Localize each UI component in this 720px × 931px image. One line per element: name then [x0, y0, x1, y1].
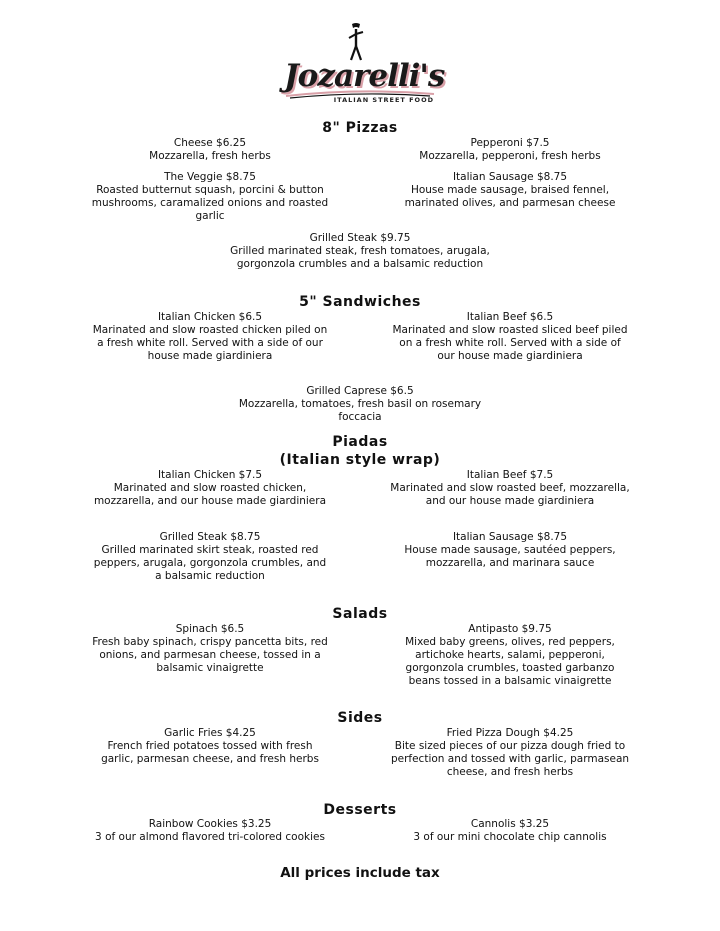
item-name: Rainbow Cookies $3.25 [148, 818, 272, 830]
item-description: Mixed baby greens, olives, red peppers, artichoke hearts, salami, pepperoni, gorgonzola crumbles, toasted garbanzo beans tossed in a balsamic vinaigrette [405, 636, 615, 687]
section-title-desserts: Desserts [323, 802, 397, 818]
menu-item [390, 171, 630, 210]
item-description: Marinated and slow roasted chicken, mozzarella, and our house made giardiniera [93, 482, 327, 507]
item-name: Italian Chicken $6.5 [157, 311, 263, 323]
menu-item [390, 818, 630, 844]
item-description: Mozzarella, tomatoes, fresh basil on rosemary foccacia [238, 398, 482, 423]
menu-item [230, 385, 490, 424]
item-description: Marinated and slow roasted sliced beef piled on a fresh white roll. Served with a side of our house made giardiniera [392, 324, 628, 362]
item-description: Mozzarella, pepperoni, fresh herbs [419, 150, 601, 162]
menu-item [230, 232, 490, 271]
item-name: Garlic Fries $4.25 [164, 727, 256, 739]
item-description: Roasted butternut squash, porcini & button mushrooms, caramalized onions and roasted garlic [91, 184, 329, 222]
menu-item [90, 727, 330, 766]
item-name: Cannolis $3.25 [470, 818, 550, 830]
item-name: Grilled Steak $9.75 [309, 232, 411, 244]
menu-item [90, 531, 330, 583]
price-note: All prices include tax [280, 865, 440, 881]
item-name: The Veggie $8.75 [164, 171, 256, 183]
item-description: Grilled marinated steak, fresh tomatoes, arugala, gorgonzola crumbles and a balsamic reduction [230, 245, 490, 270]
item-name: Italian Beef $7.5 [466, 469, 554, 481]
menu-item [90, 171, 330, 223]
menu-item [390, 727, 630, 779]
menu-item [390, 531, 630, 570]
menu-item [390, 137, 630, 163]
item-description: House made sausage, braised fennel, marinated olives, and parmesan cheese [404, 184, 616, 209]
item-description: Bite sized pieces of our pizza dough fried to perfection and tossed with garlic, parmasean cheese, and fresh herbs [390, 740, 630, 778]
section-title-pizzas: 8" Pizzas [322, 120, 398, 136]
item-name: Italian Beef $6.5 [466, 311, 554, 323]
section-title-sandwiches: 5" Sandwiches [299, 294, 421, 310]
item-name: Italian Sausage $8.75 [452, 171, 568, 183]
item-description: Fresh baby spinach, crispy pancetta bits, red onions, and parmesan cheese, tossed in a balsamic vinaigrette [92, 636, 328, 674]
item-name: Fried Pizza Dough $4.25 [446, 727, 574, 739]
item-description: 3 of our almond flavored tri-colored cookies [95, 831, 325, 843]
item-name: Italian Sausage $8.75 [452, 531, 568, 543]
menu-item [90, 469, 330, 508]
item-description: Marinated and slow roasted beef, mozzarella, and our house made giardiniera [390, 482, 630, 507]
menu-item [90, 311, 330, 363]
item-name: Cheese $6.25 [173, 137, 247, 149]
menu-item [390, 623, 630, 688]
item-description: House made sausage, sautéed peppers, mozzarella, and marinara sauce [404, 544, 616, 569]
item-name: Grilled Steak $8.75 [159, 531, 261, 543]
item-name: Italian Chicken $7.5 [157, 469, 263, 481]
menu-item [90, 818, 330, 844]
item-name: Grilled Caprese $6.5 [306, 385, 414, 397]
item-description: Marinated and slow roasted chicken piled on a fresh white roll. Served with a side of our house made giardiniera [92, 324, 328, 362]
item-description: 3 of our mini chocolate chip cannolis [413, 831, 607, 843]
item-name: Pepperoni $7.5 [470, 137, 550, 149]
brand-logo [280, 22, 445, 112]
menu-item [90, 137, 330, 163]
menu-item [390, 469, 630, 508]
item-description: Mozzarella, fresh herbs [149, 150, 271, 162]
section-title-piadas: Piadas [332, 434, 388, 450]
brand-tagline: ITALIAN STREET FOOD [333, 96, 434, 104]
item-name: Spinach $6.5 [175, 623, 245, 635]
brand-name: Jozarelli's [284, 58, 445, 94]
menu-item [390, 311, 630, 363]
item-name: Antipasto $9.75 [468, 623, 552, 635]
menu-item [90, 623, 330, 675]
item-description: French fried potatoes tossed with fresh garlic, parmesan cheese, and fresh herbs [101, 740, 319, 765]
section-subtitle-piadas: (Italian style wrap) [279, 452, 441, 468]
section-title-sides: Sides [337, 710, 383, 726]
item-description: Grilled marinated skirt steak, roasted red peppers, arugala, gorgonzola crumbles, and a balsamic reduction [93, 544, 327, 582]
section-title-salads: Salads [332, 606, 388, 622]
